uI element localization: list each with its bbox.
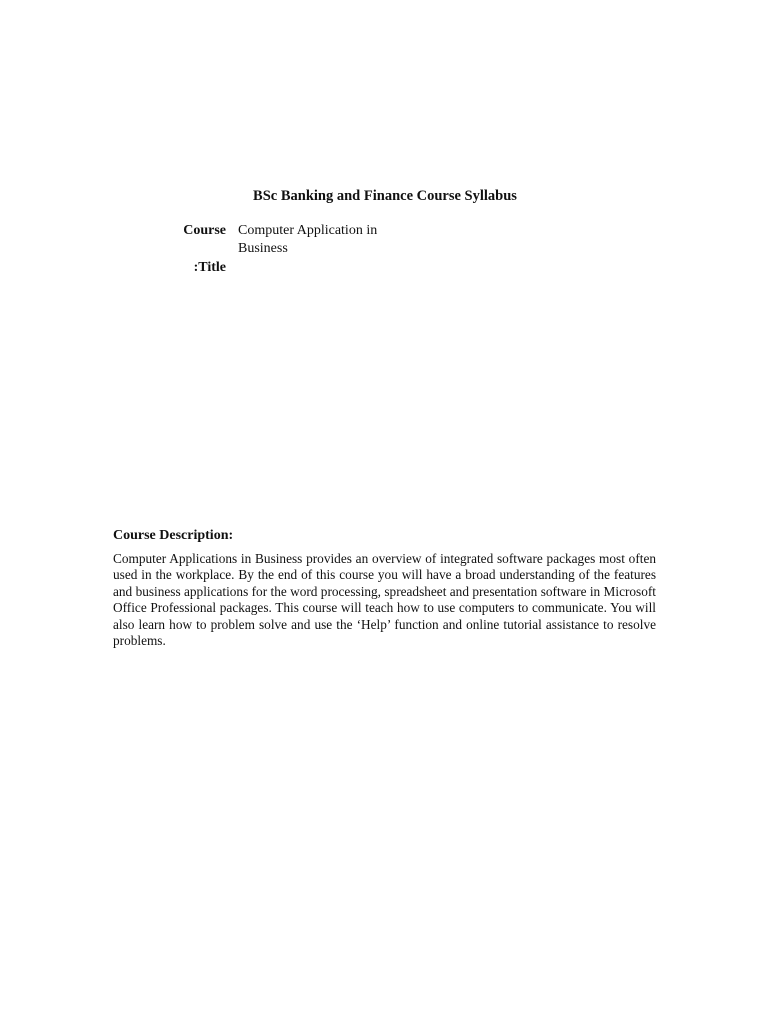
page-title: BSc Banking and Finance Course Syllabus xyxy=(253,188,517,204)
course-title-label: Course xyxy=(183,223,226,238)
course-title-value: Computer Application in Business xyxy=(238,223,378,256)
course-description-text: Computer Applications in Business provides an overview of integrated software packages most often used in the workplace. By the end of this course you will have a broad understanding of the features and business applications for the word processing, spreadsheet and presentation software in Microsoft Office Professional packages. This course will teach how to use computers to communicate. You will also learn how to problem solve and use the ‘Help’ function and online tutorial assistance to resolve problems. xyxy=(113,551,656,649)
course-title-label-suffix: :Title xyxy=(193,260,226,275)
course-description-heading: Course Description: xyxy=(113,528,234,543)
